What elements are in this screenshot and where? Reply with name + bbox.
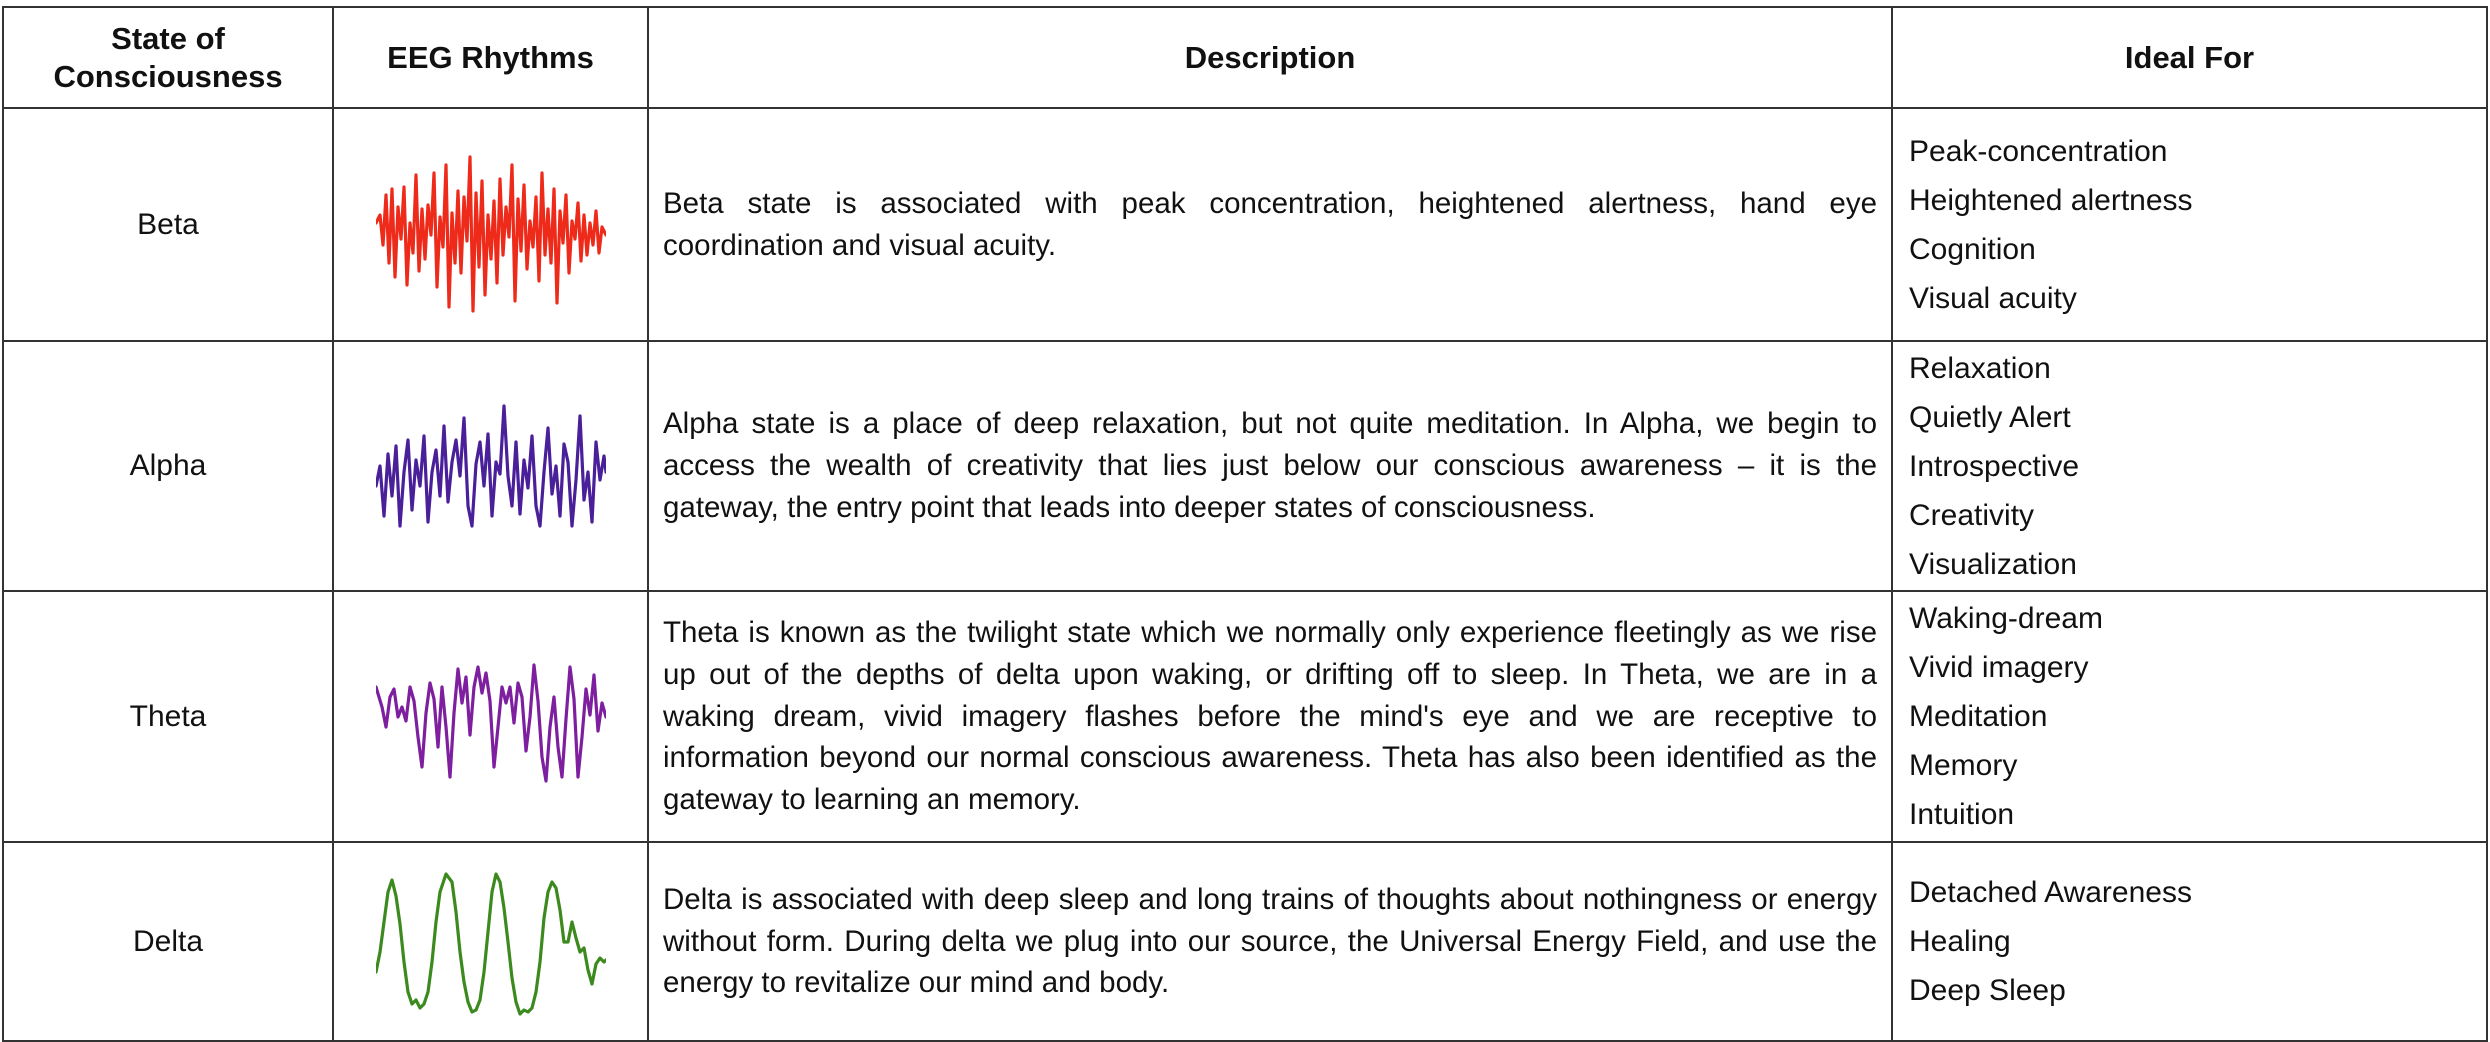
- ideal-item: Detached Awareness: [1909, 876, 2192, 909]
- ideal-item: Cognition: [1909, 232, 2036, 266]
- ideal-item: Heightened alertness: [1909, 183, 2193, 217]
- header-state: State of Consciousness: [3, 7, 333, 108]
- ideal-list: [1892, 341, 2487, 591]
- eeg-states-table: [2, 6, 2488, 1042]
- ideal-item: Vivid imagery: [1909, 651, 2089, 684]
- wave-cell: [333, 842, 648, 1041]
- ideal-item: Introspective: [1909, 449, 2080, 483]
- ideal-item: Meditation: [1909, 700, 2048, 733]
- beta-wave-icon: [376, 135, 606, 315]
- ideal-item: Healing: [1909, 925, 2011, 958]
- wave-cell: [333, 341, 648, 591]
- ideal-item: Creativity: [1909, 498, 2035, 532]
- ideal-item: Peak-concentration: [1909, 134, 2168, 168]
- table-row-beta: [3, 108, 2487, 341]
- header-rhythm: EEG Rhythms: [333, 7, 648, 108]
- description-text: Theta is known as the twilight state which we normally only experience fleetingly as we rise up out of the depths of delta upon waking, or drifting off to sleep. In Theta, we are in a waking dream, vivid imagery flashes before the mind's eye and we are receptive to information beyond our normal conscious awareness. Theta has also been identified as the gateway to learning an memory.: [648, 591, 1892, 842]
- state-name: Delta: [3, 842, 333, 1041]
- state-name: Alpha: [3, 341, 333, 591]
- description-text: Beta state is associated with peak concentration, heightened alertness, hand eye coordination and visual acuity.: [648, 108, 1892, 341]
- ideal-item: Memory: [1909, 749, 2018, 782]
- table-row-theta: [3, 591, 2487, 842]
- ideal-item: Intuition: [1909, 798, 2015, 831]
- alpha-wave-icon: [376, 376, 606, 556]
- delta-wave-icon: [376, 852, 606, 1032]
- header-row: [3, 7, 2487, 108]
- table-row-alpha: [3, 341, 2487, 591]
- ideal-item: Deep Sleep: [1909, 974, 2066, 1007]
- state-name: Beta: [3, 108, 333, 341]
- theta-wave-icon: [376, 627, 606, 807]
- wave-cell: [333, 591, 648, 842]
- ideal-item: Quietly Alert: [1909, 400, 2071, 434]
- description-text: Alpha state is a place of deep relaxation, but not quite meditation. In Alpha, we begin to access the wealth of creativity that lies just below our conscious awareness – it is the gateway, the entry point that leads into deeper states of consciousness.: [648, 341, 1892, 591]
- ideal-list: [1892, 842, 2487, 1041]
- header-ideal: Ideal For: [1892, 7, 2487, 108]
- ideal-item: Visualization: [1909, 547, 2077, 581]
- table-row-delta: [3, 842, 2487, 1041]
- ideal-item: Visual acuity: [1909, 281, 2077, 315]
- description-text: Delta is associated with deep sleep and long trains of thoughts about nothingness or energy without form. During delta we plug into our source, the Universal Energy Field, and use the energy to revitalize our mind and body.: [648, 842, 1892, 1041]
- header-description: Description: [648, 7, 1892, 108]
- ideal-list: [1892, 108, 2487, 341]
- ideal-item: Relaxation: [1909, 351, 2051, 385]
- wave-cell: [333, 108, 648, 341]
- state-name: Theta: [3, 591, 333, 842]
- ideal-list: [1892, 591, 2487, 842]
- ideal-item: Waking-dream: [1909, 602, 2103, 635]
